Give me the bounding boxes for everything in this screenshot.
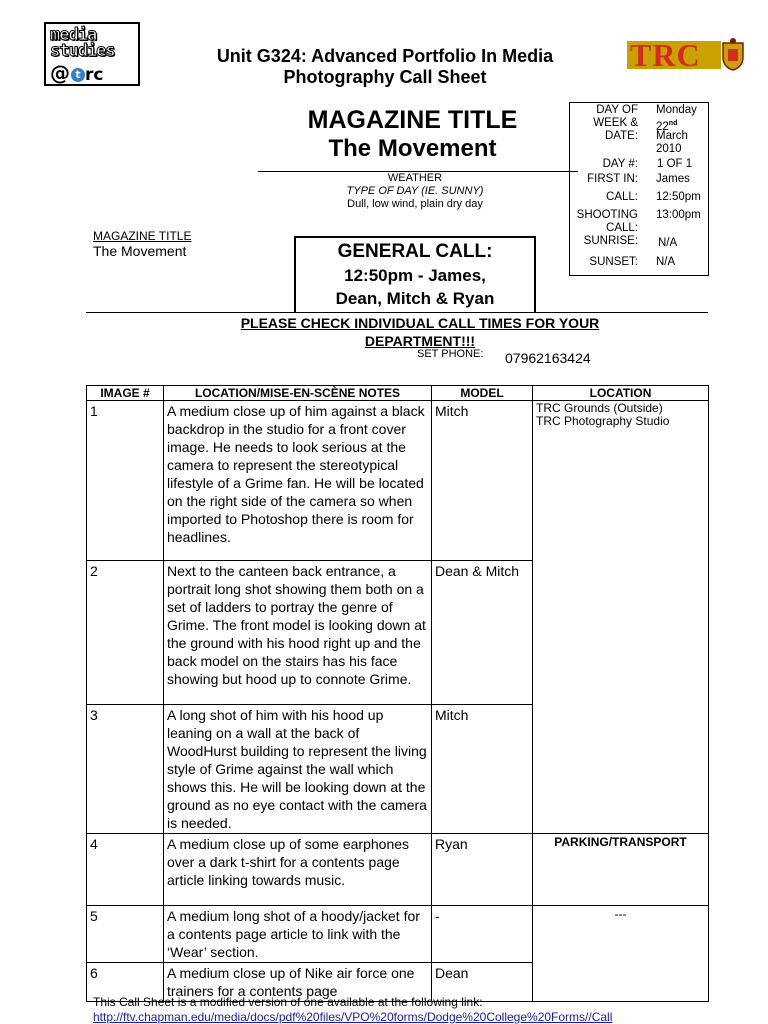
weather-label: WEATHER [387,172,443,184]
footer-link[interactable]: http://ftv.chapman.edu/media/docs/pdf%20files/VPO%20forms/Dodge%20College%20Forms//Call [93,1010,613,1024]
first-in-value: James [656,173,690,185]
shot-model: - [432,906,533,963]
magazine-title: The Movement [328,135,497,162]
magazine-title-value: The Movement [93,243,187,259]
location-line: TRC Photography Studio [536,414,670,428]
table-header-row [87,386,709,401]
shot-notes: A long shot of him with his hood up leaning on a wall at the back of WoodHurst building to represent the living style of Grime against the wall which shows this. He will be looking down at the ground as no eye contact with the camera is needed. [164,705,432,834]
column-header-location: LOCATION [533,386,709,401]
shot-notes: A medium close up of some earphones over a dark t-shirt for a contents page article linking towards music. [164,834,432,906]
location-line: TRC Grounds (Outside) [536,401,663,415]
weather-type-label: TYPE OF DAY (IE. SUNNY) [346,185,484,197]
crest-icon [721,37,745,71]
month-value: March [656,130,688,142]
table-row [87,401,709,561]
logo-dot: t [71,68,85,82]
column-header-model: MODEL [432,386,533,401]
general-call-time: 12:50pm - James, [344,266,486,285]
magazine-title-label: MAGAZINE TITLE [93,229,192,243]
image-number: 2 [87,561,164,705]
sunset-value: N/A [656,256,676,268]
location-cell [533,401,709,834]
shot-list-table [86,385,709,1002]
parking-transport-value: --- [533,906,709,1002]
day-value: Monday [656,104,697,116]
shot-model: Mitch [432,401,533,561]
document-subtitle: Photography Call Sheet [283,67,487,87]
parking-transport-label: PARKING/TRANSPORT [533,834,709,906]
logo-text-studies: studies [50,41,115,61]
trc-logo-text: TRC [630,37,701,73]
general-call-heading: GENERAL CALL: [337,241,493,262]
media-studies-logo [44,22,140,86]
table-row [87,834,709,906]
set-phone-label: SET PHONE: [417,348,484,360]
shooting-call-label: SHOOTING [576,209,638,221]
divider [86,312,708,313]
table-row [87,906,709,963]
set-phone-value: 07962163424 [505,350,591,366]
shot-model: Dean [432,963,533,1002]
shot-notes: Next to the canteen back entrance, a portrait long shot showing them both on a set of ladders to portray the genre of Grime. The front model is looking down at the ground with his hood right up and the back model on the stairs has his face showing but hood up to connote Grime. [164,561,432,705]
image-number: 1 [87,401,164,561]
general-call-box [294,236,536,312]
image-number: 6 [87,963,164,1002]
day-of-week-label-3: DATE: [604,130,638,142]
image-number: 4 [87,834,164,906]
day-of-week-label: DAY OF [596,104,638,116]
magazine-heading: MAGAZINE TITLE [307,106,518,134]
shot-model: Mitch [432,705,533,834]
date-value: 22nd [656,120,678,133]
shot-notes: A medium close up of Nike air force one trainers for a contents page [164,963,432,1002]
logo-text-media: media [50,25,97,45]
day-of-week-label-2: WEEK & [593,117,638,129]
call-times-notice: PLEASE CHECK INDIVIDUAL CALL TIMES FOR YOUR DEPARTMENT!!! [240,315,600,349]
day-number-label: DAY #: [602,158,638,170]
footer-note: This Call Sheet is a modified version of one available at the following link: [93,995,483,1009]
document-title: Unit G324: Advanced Portfolio In Media [216,46,554,66]
shot-notes: A medium long shot of a hoody/jacket for a contents page article to link with the ‘Wear’ section. [164,906,432,963]
weather-value: Dull, low wind, plain dry day [347,198,483,210]
day-number-value: 1 OF 1 [657,158,693,170]
column-header-image: IMAGE # [87,386,164,401]
logo-text-at-trc: @ t rc [50,61,104,85]
column-header-notes: LOCATION/MISE-EN-SCÈNE NOTES [164,386,432,401]
shooting-call-label-2: CALL: [606,222,638,234]
sunrise-value: N/A [658,237,678,249]
shot-model: Dean & Mitch [432,561,533,705]
call-label: CALL: [606,191,638,203]
sunrise-label: SUNRISE: [583,235,638,247]
general-call-names: Dean, Mitch & Ryan [335,289,495,308]
image-number: 5 [87,906,164,963]
day-info-box [569,102,709,276]
call-value: 12:50pm [656,191,701,203]
shooting-call-value: 13:00pm [656,209,701,221]
first-in-label: FIRST IN: [587,173,638,185]
sunset-label: SUNSET: [589,256,638,268]
trc-logo [627,37,745,71]
year-value: 2010 [656,143,682,155]
shot-model: Ryan [432,834,533,906]
image-number: 3 [87,705,164,834]
shot-notes: A medium close up of him against a black backdrop in the studio for a front cover image. He needs to look serious at the camera to represent the stereotypical lifestyle of a Grime fan. He will be located on the right side of the camera so when imported to Photoshop there is room for headlines. [164,401,432,561]
